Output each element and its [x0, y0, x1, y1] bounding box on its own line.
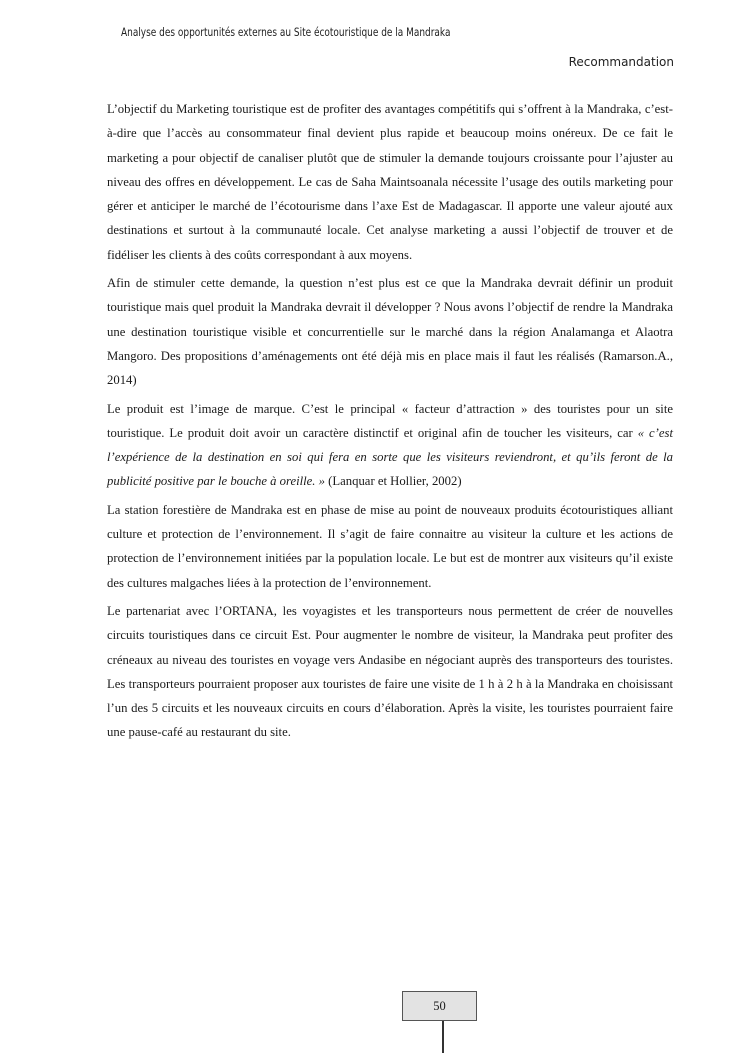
footer-rule	[442, 1021, 444, 1053]
document-body	[107, 97, 673, 749]
running-header-title: Analyse des opportunités externes au Site écotouristique de la Mandraka	[121, 25, 451, 39]
page-number-box	[402, 991, 477, 1021]
paragraph-partnership: Le partenariat avec l’ORTANA, les voyagistes et les transporteurs nous permettent de créer de nouvelles circuits touristiques dans ce circuit Est. Pour augmenter le nombre de visiteur, la Mandraka peut profiter des créneaux au niveau des touristes en voyage vers Andasibe en négociant auprès des transporteurs des touristes. Les transporteurs pourraient proposer aux touristes de faire une visite de 1 h à 2 h à la Mandraka en choisissant l’un des 5 circuits et les nouveaux circuits en cours d’élaboration. Après la visite, les touristes pourraient faire une pause-café au restaurant du site.	[107, 603, 673, 740]
paragraph-forest-station: La station forestière de Mandraka est en phase de mise au point de nouveaux produits écotouristiques alliant culture et protection de l’environnement. Il s’agit de faire connaitre au visiteur la culture et les actions de protection de l’environnement initiées par la population locale. Le but est de montrer aux visiteurs qu’il existe des cultures malgaches liées à la protection de l’environnement.	[107, 502, 673, 590]
quote-text: « c’est l’expérience de la destination en soi qui fera en sorte que les visiteurs reviendront, et qu’ils feront de la publicité positive par le bouche à oreille. »	[107, 425, 673, 489]
paragraph-marketing-objective: L’objectif du Marketing touristique est de profiter des avantages compétitifs qui s’offrent à la Mandraka, c’est-à-dire que l’accès au consommateur final devient plus rapide et beaucoup moins onéreux. De ce fait le marketing a pour objectif de canaliser plutôt que de stimuler la demande toujours croissante pour l’ajuster au niveau des offres en développement. Le cas de Saha Maintsoanala nécessite l’usage des outils marketing pour gérer et anticiper le marché de l’écotourisme dans l’axe Est de Madagascar. Il apporte une valeur ajouté aux destinations et surtout à la communauté locale. Cet analyse marketing a aussi l’objectif de trouver et de fidéliser les clients à des coûts correspondant à aux moyens.	[107, 102, 673, 262]
paragraph-stimulate-demand: Afin de stimuler cette demande, la question n’est plus est ce que la Mandraka devrait définir un produit touristique mais quel produit la Mandraka devrait il développer ? Nous avons l’objectif de rendre la Mandraka une destination touristique visible et concurrentielle sur le marché dans la région Analamanga et Alaotra Mangoro. Des propositions d’aménagements ont été déjà mis en place mais il faut les réalisés (Ramarson.A., 2014)	[107, 276, 673, 388]
paragraph-product-text: Le produit est l’image de marque. C’est le principal « facteur d’attraction » des touristes pour un site touristique. Le produit doit avoir un caractère distinctif et original afin de toucher les visiteurs, car	[107, 401, 673, 440]
paragraph-product-image	[107, 397, 673, 494]
page-number: 50	[433, 999, 446, 1013]
section-label: Recommandation	[568, 55, 674, 69]
citation-text: (Lanquar et Hollier, 2002)	[325, 474, 462, 489]
